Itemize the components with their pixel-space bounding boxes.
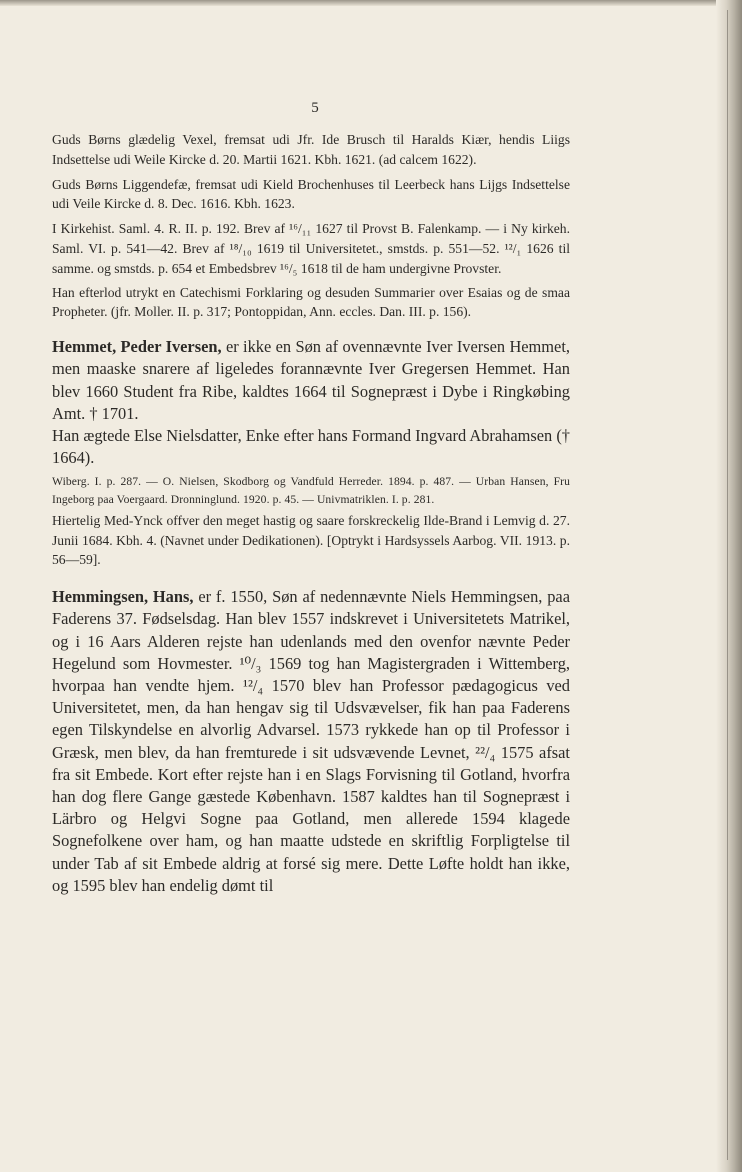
entry-hemmingsen	[52, 586, 570, 897]
entry-hemmet-work: Hiertelig Med-Ynck offver den meget hastig og saare forskreckelig Ilde-Brand i Lemvig d. 27. Junii 1684. Kbh. 4. (Navnet under Dedikationen). [Optrykt i Hardsyssels Aarbog. VII. 1913. p. 56—59].	[52, 512, 570, 568]
entry-headword: Hemmingsen, Hans,	[52, 587, 194, 607]
unpublished-works-note: Han efterlod utrykt en Catechismi Forklaring og desuden Summarier over Esaias og de smaa Propheter. (jfr. Moller. II. p. 317; Pontoppidan, Ann. eccles. Dan. III. p. 156).	[52, 284, 570, 320]
work-entry-liggendefae: Guds Børns Liggendefæ, fremsat udi Kield Brochenhuses til Leerbeck hans Lijgs Indsettelse udi Veile Kircke d. 8. Dec. 1616. Kbh. 1623.	[52, 176, 570, 212]
work-entry-vexel: Guds Børns glædelig Vexel, fremsat udi Jfr. Ide Brusch til Haralds Kiær, hendis Liigs Indsettelse udi Weile Kircke d. 20. Martii 1621. Kbh. 1621. (ad calcem 1622).	[52, 132, 570, 167]
entry-hemmet-spouse: Han ægtede Else Nielsdatter, Enke efter hans Formand Ingvard Abrahamsen († 1664).	[52, 425, 570, 468]
page-top-edge	[0, 0, 742, 6]
page-number: 5	[311, 100, 319, 116]
page-body	[52, 130, 570, 897]
entry-hemmet	[52, 336, 570, 425]
binding-line	[727, 10, 728, 1160]
entry-hemmet-references: Wiberg. I. p. 287. — O. Nielsen, Skodborg og Vandfuld Herreder. 1894. p. 487. — Urban Hansen, Fru Ingeborg paa Voergaard. Dronninglund. 1920. p. 45. — Univmatriklen. I. p. 281.	[52, 475, 570, 506]
entry-text: er f. 1550, Søn af nedennævnte Niels Hemmingsen, paa Faderens 37. Fødselsdag. Han blev 1557 indskrevet i Universitetets Matrikel, og i 16 Aars Alderen rejste han udenlands med den ovenfor nævnte Peder Hegelund som Hovmester. ¹⁰/₃ 1569 tog han Magistergraden i Wittemberg, hvorpaa han vendte hjem. ¹²/₄ 1570 blev han Professor pædagogicus ved Universitetet, men, da han hengav sig til Udsvævelser, fik han paa Faderens egen Tilskyndelse en alvorlig Advarsel. 1573 rykkede han op til Professor i Græsk, men blev, da han fremturede i sit udsvævende Levnet, ²²/₄ 1575 afsat fra sit Embede. Kort efter rejste han i en Slags Forvisning til Gotland, hvorfra han dog flere Gange gæstede København. 1587 kaldtes han til Sognepræst i Lärbro og Helgvi Sogne paa Gotland, men allerede 1594 klagede Sognefolkene over ham, og han maatte udstede en skriftlig Forpligtelse til under Tab af sit Embede aldrig at forsé sig mere. Dette Løfte holdt han ikke, og 1595 blev han endelig dømt til	[52, 587, 570, 895]
page-spine-shadow	[716, 0, 742, 1172]
letters-references: I Kirkehist. Saml. 4. R. II. p. 192. Brev af ¹⁶/₁₁ 1627 til Provst B. Falenkamp. — i Ny kirkeh. Saml. VI. p. 541—42. Brev af ¹⁸/₁₀ 1619 til Universitetet., smstds. p. 551—52. ¹²/₁ 1626 til samme. og smstds. p. 654 et Embedsbrev ¹⁶/₅ 1618 til de ham undergivne Provster.	[52, 221, 570, 276]
entry-headword: Hemmet, Peder Iversen,	[52, 337, 222, 357]
entry-text: er ikke en Søn af ovennævnte Iver Iversen Hemmet, men maaske snarere af ligeledes forannævnte Iver Gregersen Hemmet. Han blev 1660 Student fra Ribe, kaldtes 1664 til Sognepræst i Dybe i Ringkøbing Amt. † 1701.	[52, 337, 570, 423]
